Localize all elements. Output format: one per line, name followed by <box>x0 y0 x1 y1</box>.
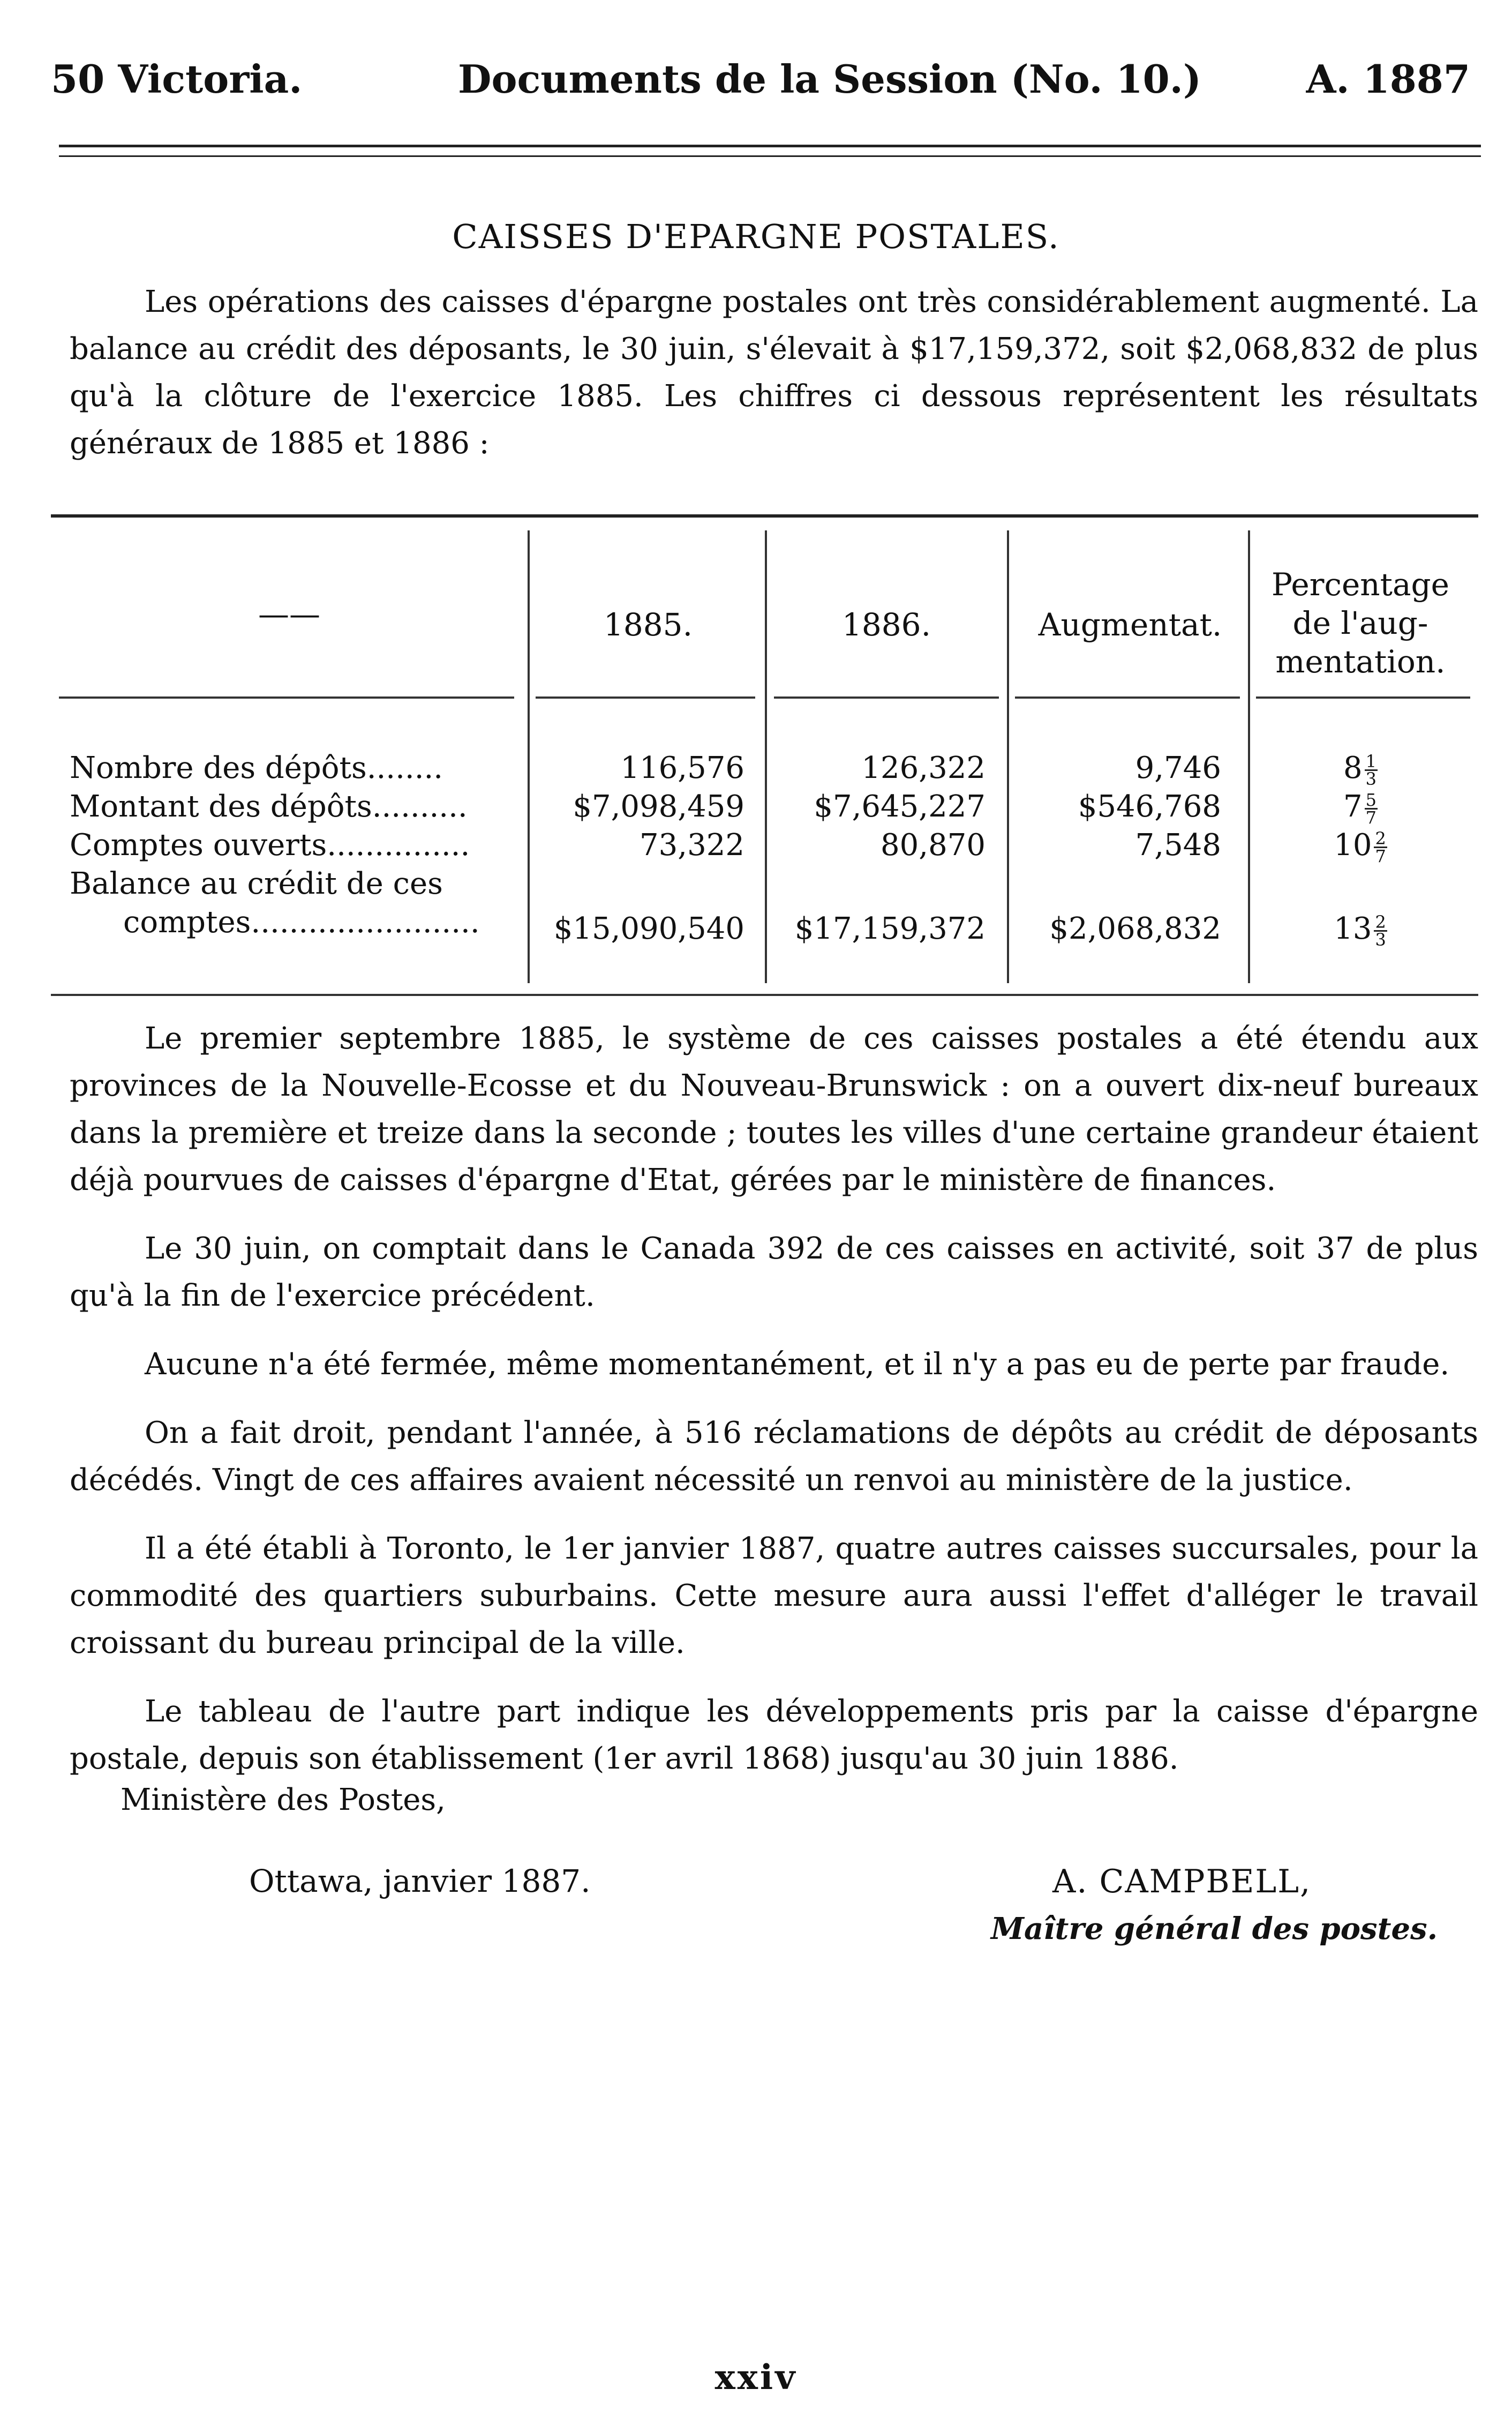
running-head-left: 50 Victoria. <box>51 56 303 102</box>
paragraph-count <box>70 1225 1478 1320</box>
running-head-center: Documents de la Session (No. 10.) <box>458 56 1201 102</box>
table-col-divider-3 <box>1007 530 1009 983</box>
running-head <box>51 56 1470 115</box>
cell-1885: 116,576 <box>620 751 744 785</box>
header-underline-1885 <box>536 697 755 699</box>
paragraph-extension <box>70 1015 1478 1204</box>
table-header-stub: —— <box>258 596 320 632</box>
pct-numerator: 1 <box>1365 751 1376 772</box>
pct-fraction <box>1374 914 1387 948</box>
section-title: CAISSES D'EPARGNE POSTALES. <box>452 217 1060 256</box>
header-underline-augmentation <box>1015 697 1240 699</box>
paragraph-text: Le premier septembre 1885, le système de ces caisses postales a été étendu aux provinces de la Nouvelle-Ecosse et du Nouveau-Brunswick : on a ouvert dix-neuf bureaux dans la première et treize dans la seconde ; toutes les villes d'une certaine grandeur étaient déjà pourvues de caisses d'épargne d'Etat, gérées par le ministère de finances. <box>70 1021 1478 1197</box>
cell-augmentation: $2,068,832 <box>1049 911 1221 946</box>
cell-1885: $15,090,540 <box>553 911 744 946</box>
signer-title: Maître général des postes. <box>991 1911 1438 1946</box>
intro-paragraph <box>70 279 1478 467</box>
cell-augmentation: $546,768 <box>1078 789 1221 824</box>
pct-fraction <box>1365 792 1378 826</box>
header-underline-1886 <box>774 697 999 699</box>
paragraph-table-reference <box>70 1688 1478 1783</box>
table-col-divider-2 <box>765 530 767 983</box>
table-row-label: Balance au crédit de ces <box>70 866 443 901</box>
pct-whole: 7 <box>1343 789 1363 824</box>
pct-numerator: 2 <box>1375 828 1386 849</box>
pct-whole: 13 <box>1334 911 1372 946</box>
table-row-label: Comptes ouverts............... <box>70 828 470 863</box>
cell-augmentation: 7,548 <box>1135 828 1221 863</box>
table-header-1886: 1886. <box>841 606 931 643</box>
pct-denominator: 7 <box>1365 807 1376 828</box>
pct-numerator: 5 <box>1365 790 1376 810</box>
paragraph-toronto <box>70 1525 1478 1667</box>
cell-percentage <box>1253 827 1468 864</box>
place-date: Ottawa, janvier 1887. <box>249 1863 591 1899</box>
paragraph-text: Il a été établi à Toronto, le 1er janvier 1887, quatre autres caisses succursales, pour la commodité des quartiers suburbains. Cette mesure aura aussi l'effet d'alléger le travail croissant du bureau principal de la ville. <box>70 1531 1478 1660</box>
page-folio: xxiv <box>714 2357 798 2398</box>
table-header-augmentation: Augmentat. <box>1038 606 1222 643</box>
pct-numerator: 2 <box>1375 912 1386 932</box>
signer-name: A. CAMPBELL, <box>1052 1863 1312 1900</box>
header-underline-percentage <box>1256 697 1470 699</box>
table-top-rule <box>51 514 1478 518</box>
pct-fraction <box>1374 830 1387 864</box>
cell-1885: $7,098,459 <box>573 789 744 824</box>
cell-percentage <box>1253 911 1468 948</box>
cell-1886: $7,645,227 <box>814 789 986 824</box>
cell-1886: 126,322 <box>861 751 986 785</box>
table-header-1885: 1885. <box>603 606 693 643</box>
table-col-divider-4 <box>1248 530 1250 983</box>
pct-denominator: 3 <box>1365 769 1376 789</box>
cell-1885: 73,322 <box>640 828 744 863</box>
table-col-divider-1 <box>528 530 530 983</box>
table-bottom-rule <box>51 994 1478 996</box>
pct-whole: 8 <box>1343 751 1363 785</box>
pct-fraction <box>1365 753 1378 787</box>
paragraph-claims <box>70 1410 1478 1504</box>
pct-denominator: 3 <box>1375 930 1386 950</box>
cell-percentage <box>1253 789 1468 826</box>
head-rule-top <box>59 145 1481 147</box>
cell-percentage <box>1253 750 1468 787</box>
paragraph-no-closures <box>70 1341 1478 1388</box>
table-row-label-continued: comptes........................ <box>123 905 480 940</box>
pct-denominator: 7 <box>1375 846 1386 866</box>
table-row-label: Nombre des dépôts........ <box>70 751 443 785</box>
cell-augmentation: 9,746 <box>1135 751 1221 785</box>
ministry-line: Ministère des Postes, <box>121 1783 446 1817</box>
paragraph-text: Le 30 juin, on comptait dans le Canada 392 de ces caisses en activité, soit 37 de plus qu'à la fin de l'exercice précédent. <box>70 1231 1478 1313</box>
paragraph-text: Le tableau de l'autre part indique les développements pris par la caisse d'épargne postale, depuis son établissement (1er avril 1868) jusqu'au 30 juin 1886. <box>70 1694 1478 1776</box>
table-header-percentage: Percentage de l'aug-mentation. <box>1272 566 1449 680</box>
header-underline-stub <box>59 697 514 699</box>
paragraph-text: Aucune n'a été fermée, même momentanément, et il n'y a pas eu de perte par fraude. <box>145 1347 1450 1382</box>
paragraph-text: On a fait droit, pendant l'année, à 516 réclamations de dépôts au crédit de déposants décédés. Vingt de ces affaires avaient nécessité un renvoi au ministère de la justice. <box>70 1416 1478 1497</box>
cell-1886: 80,870 <box>881 828 986 863</box>
intro-text: Les opérations des caisses d'épargne postales ont très considérablement augmenté. La balance au crédit des déposants, le 30 juin, s'élevait à $17,159,372, soit $2,068,832 de plus qu'à la clôture de l'exercice 1885. Les chiffres ci dessous représentent les résultats généraux de 1885 et 1886 : <box>70 284 1478 461</box>
table-row-label: Montant des dépôts.......... <box>70 789 468 824</box>
pct-whole: 10 <box>1334 828 1372 863</box>
cell-1886: $17,159,372 <box>794 911 986 946</box>
head-rule-bottom <box>59 155 1481 157</box>
running-head-right: A. 1887 <box>1306 56 1470 102</box>
